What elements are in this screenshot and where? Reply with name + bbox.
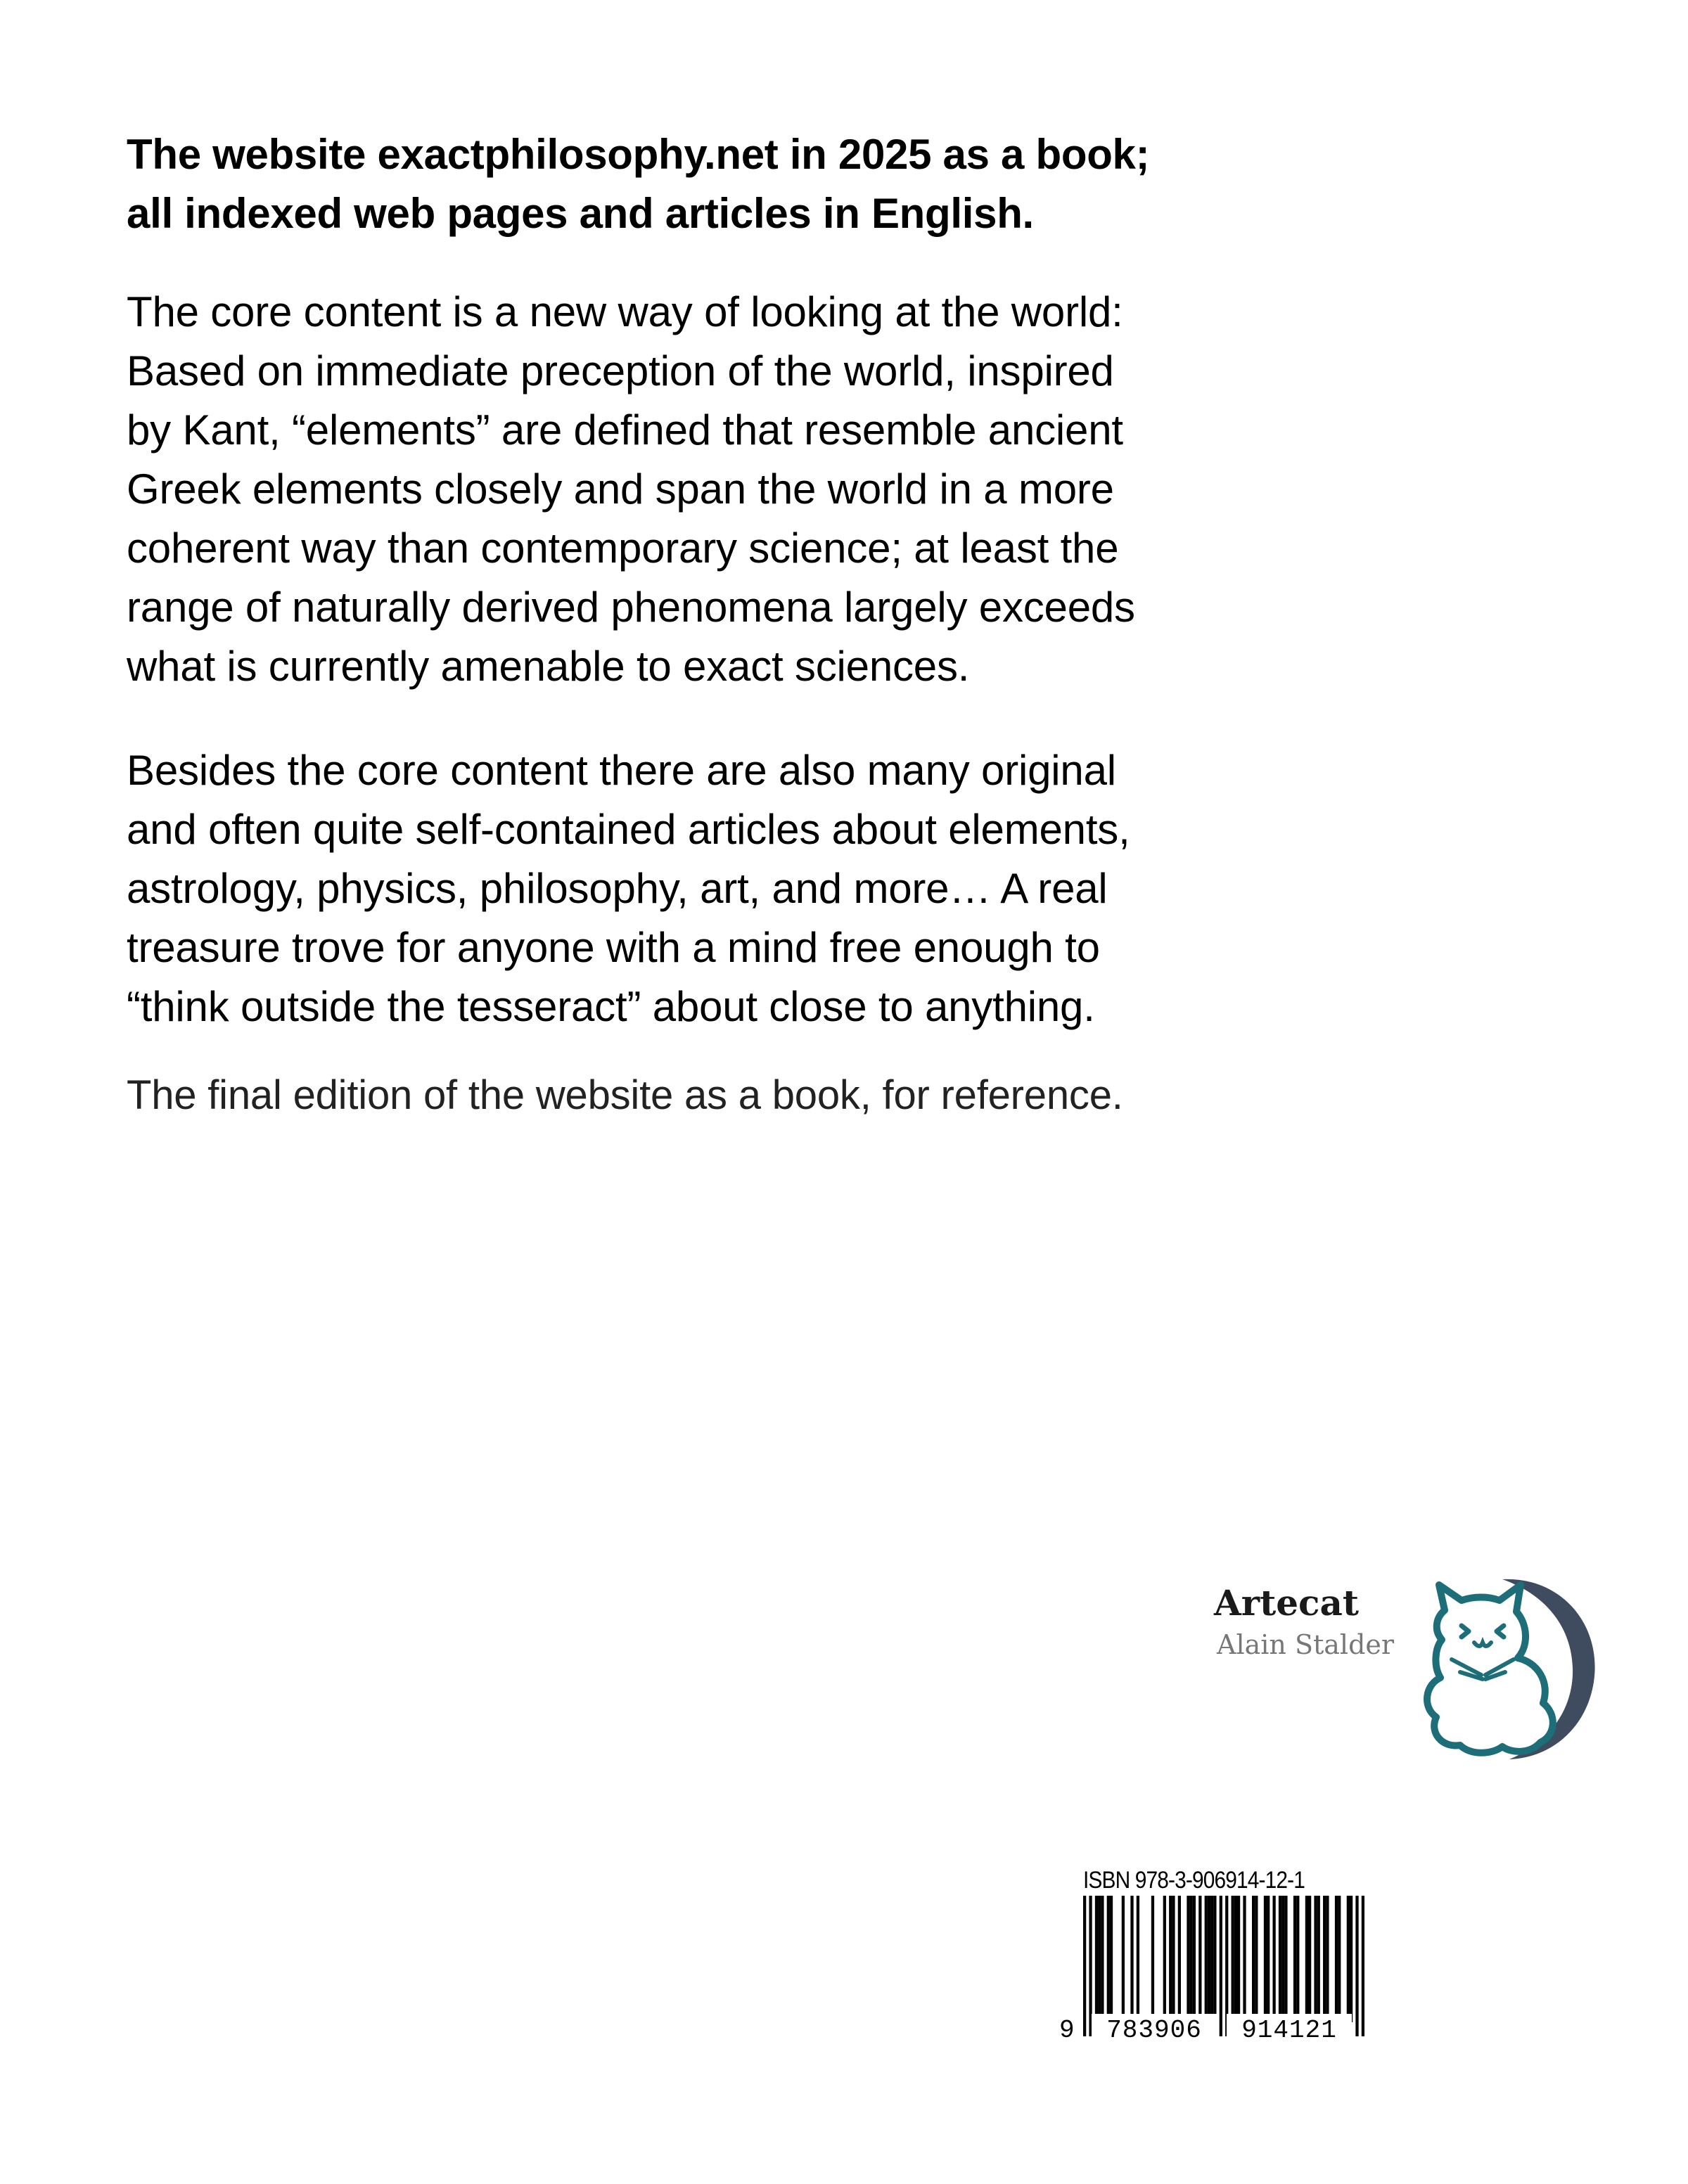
headline-line: The website exactphilosophy.net in 2025 as a book; [127, 131, 1150, 178]
barcode-bar [1234, 1896, 1237, 2022]
barcode-bar [1326, 1896, 1329, 2022]
barcode-left-digits: 783906 [1092, 2014, 1217, 2048]
barcode-bar [1098, 1896, 1101, 2022]
publisher-imprint [1214, 1569, 1608, 1766]
barcode-bar [1347, 1896, 1350, 2022]
barcode-bar [1095, 1896, 1098, 2022]
paragraph-line: range of naturally derived phenomena largely exceeds [127, 584, 1135, 631]
paragraph-line: Greek elements closely and span the world in a more [127, 465, 1114, 513]
barcode-digits [1055, 2014, 1364, 2049]
barcode-bar [1190, 1896, 1193, 2022]
barcode-bar [1198, 1896, 1201, 2022]
barcode-bar [1308, 1896, 1311, 2022]
barcode-bar [1272, 1896, 1275, 2022]
paragraph-line: Based on immediate preception of the world, inspired [127, 347, 1114, 394]
barcode-first-digit: 9 [1059, 2016, 1075, 2045]
articles-paragraph [127, 741, 1379, 1036]
barcode-bar [1350, 1896, 1353, 2022]
cat-outline [1427, 1585, 1553, 1753]
barcode-right-digits: 914121 [1227, 2014, 1352, 2048]
barcode-bar [1293, 1896, 1296, 2022]
barcode-bar [1208, 1896, 1210, 2022]
barcode-bar [1110, 1896, 1113, 2022]
paragraph-line: The core content is a new way of looking at the world: [127, 288, 1123, 335]
paragraph-line: astrology, physics, philosophy, art, and more… A real [127, 865, 1108, 912]
barcode-bar [1338, 1896, 1341, 2022]
cat-moon-logo-icon [1418, 1569, 1601, 1766]
publisher-name: Artecat [1214, 1582, 1359, 1624]
barcode-bar [1335, 1896, 1338, 2022]
barcode-bar [1305, 1896, 1308, 2022]
barcode-bar [1163, 1896, 1166, 2022]
barcode-bar [1151, 1896, 1154, 2022]
paragraph-line: “think outside the tesseract” about close to anything. [127, 983, 1095, 1030]
barcode-bar [1267, 1896, 1270, 2022]
paragraph-line: by Kant, “elements” are defined that resemble ancient [127, 406, 1123, 454]
barcode-bar [1252, 1896, 1255, 2022]
paragraph-line: The final edition of the website as a book, for reference. [127, 1072, 1123, 1118]
headline-line: all indexed web pages and articles in English. [127, 190, 1034, 237]
barcode-bar [1264, 1896, 1267, 2022]
barcode-bar [1169, 1896, 1172, 2022]
barcode-bar [1314, 1896, 1317, 2022]
barcode-bar [1172, 1896, 1175, 2022]
description-paragraph [127, 283, 1379, 696]
barcode-bar [1178, 1896, 1181, 2022]
barcode-bar [1237, 1896, 1240, 2022]
barcode-bar [1284, 1896, 1287, 2022]
barcode-bar [1187, 1896, 1189, 2022]
barcode-bar [1281, 1896, 1284, 2022]
cat-mouth [1474, 1643, 1491, 1646]
barcode-bar [1279, 1896, 1281, 2022]
barcode-bar [1101, 1896, 1104, 2022]
author-name: Alain Stalder [1217, 1629, 1395, 1660]
barcode-bar [1255, 1896, 1258, 2022]
edition-note [127, 1066, 1379, 1125]
barcode-bar [1323, 1896, 1326, 2022]
paragraph-line: coherent way than contemporary science; at least the [127, 525, 1119, 572]
barcode-bar [1296, 1896, 1299, 2022]
isbn-barcode [1055, 1866, 1364, 2049]
barcode-bar [1232, 1896, 1234, 2022]
barcode-bar [1193, 1896, 1196, 2022]
barcode-bar [1122, 1896, 1125, 2022]
paragraph-line: and often quite self-contained articles about elements, [127, 806, 1130, 853]
barcode-bar [1205, 1896, 1208, 2022]
isbn-label: ISBN 978-3-906914-12-1 [1083, 1867, 1305, 1894]
barcode-bar [1137, 1896, 1139, 2022]
barcode-bar [1210, 1896, 1213, 2022]
headline [127, 125, 1379, 243]
barcode-bar [1243, 1896, 1246, 2022]
barcode-bar [1317, 1896, 1320, 2022]
paragraph-line: treasure trove for anyone with a mind free enough to [127, 924, 1100, 971]
paragraph-line: what is currently amenable to exact sciences. [127, 643, 970, 690]
barcode-bar [1130, 1896, 1133, 2022]
paragraph-line: Besides the core content there are also many original [127, 747, 1116, 794]
barcode-bar [1213, 1896, 1216, 2022]
barcode-bar [1107, 1896, 1110, 2022]
cover-text [127, 125, 1379, 1125]
